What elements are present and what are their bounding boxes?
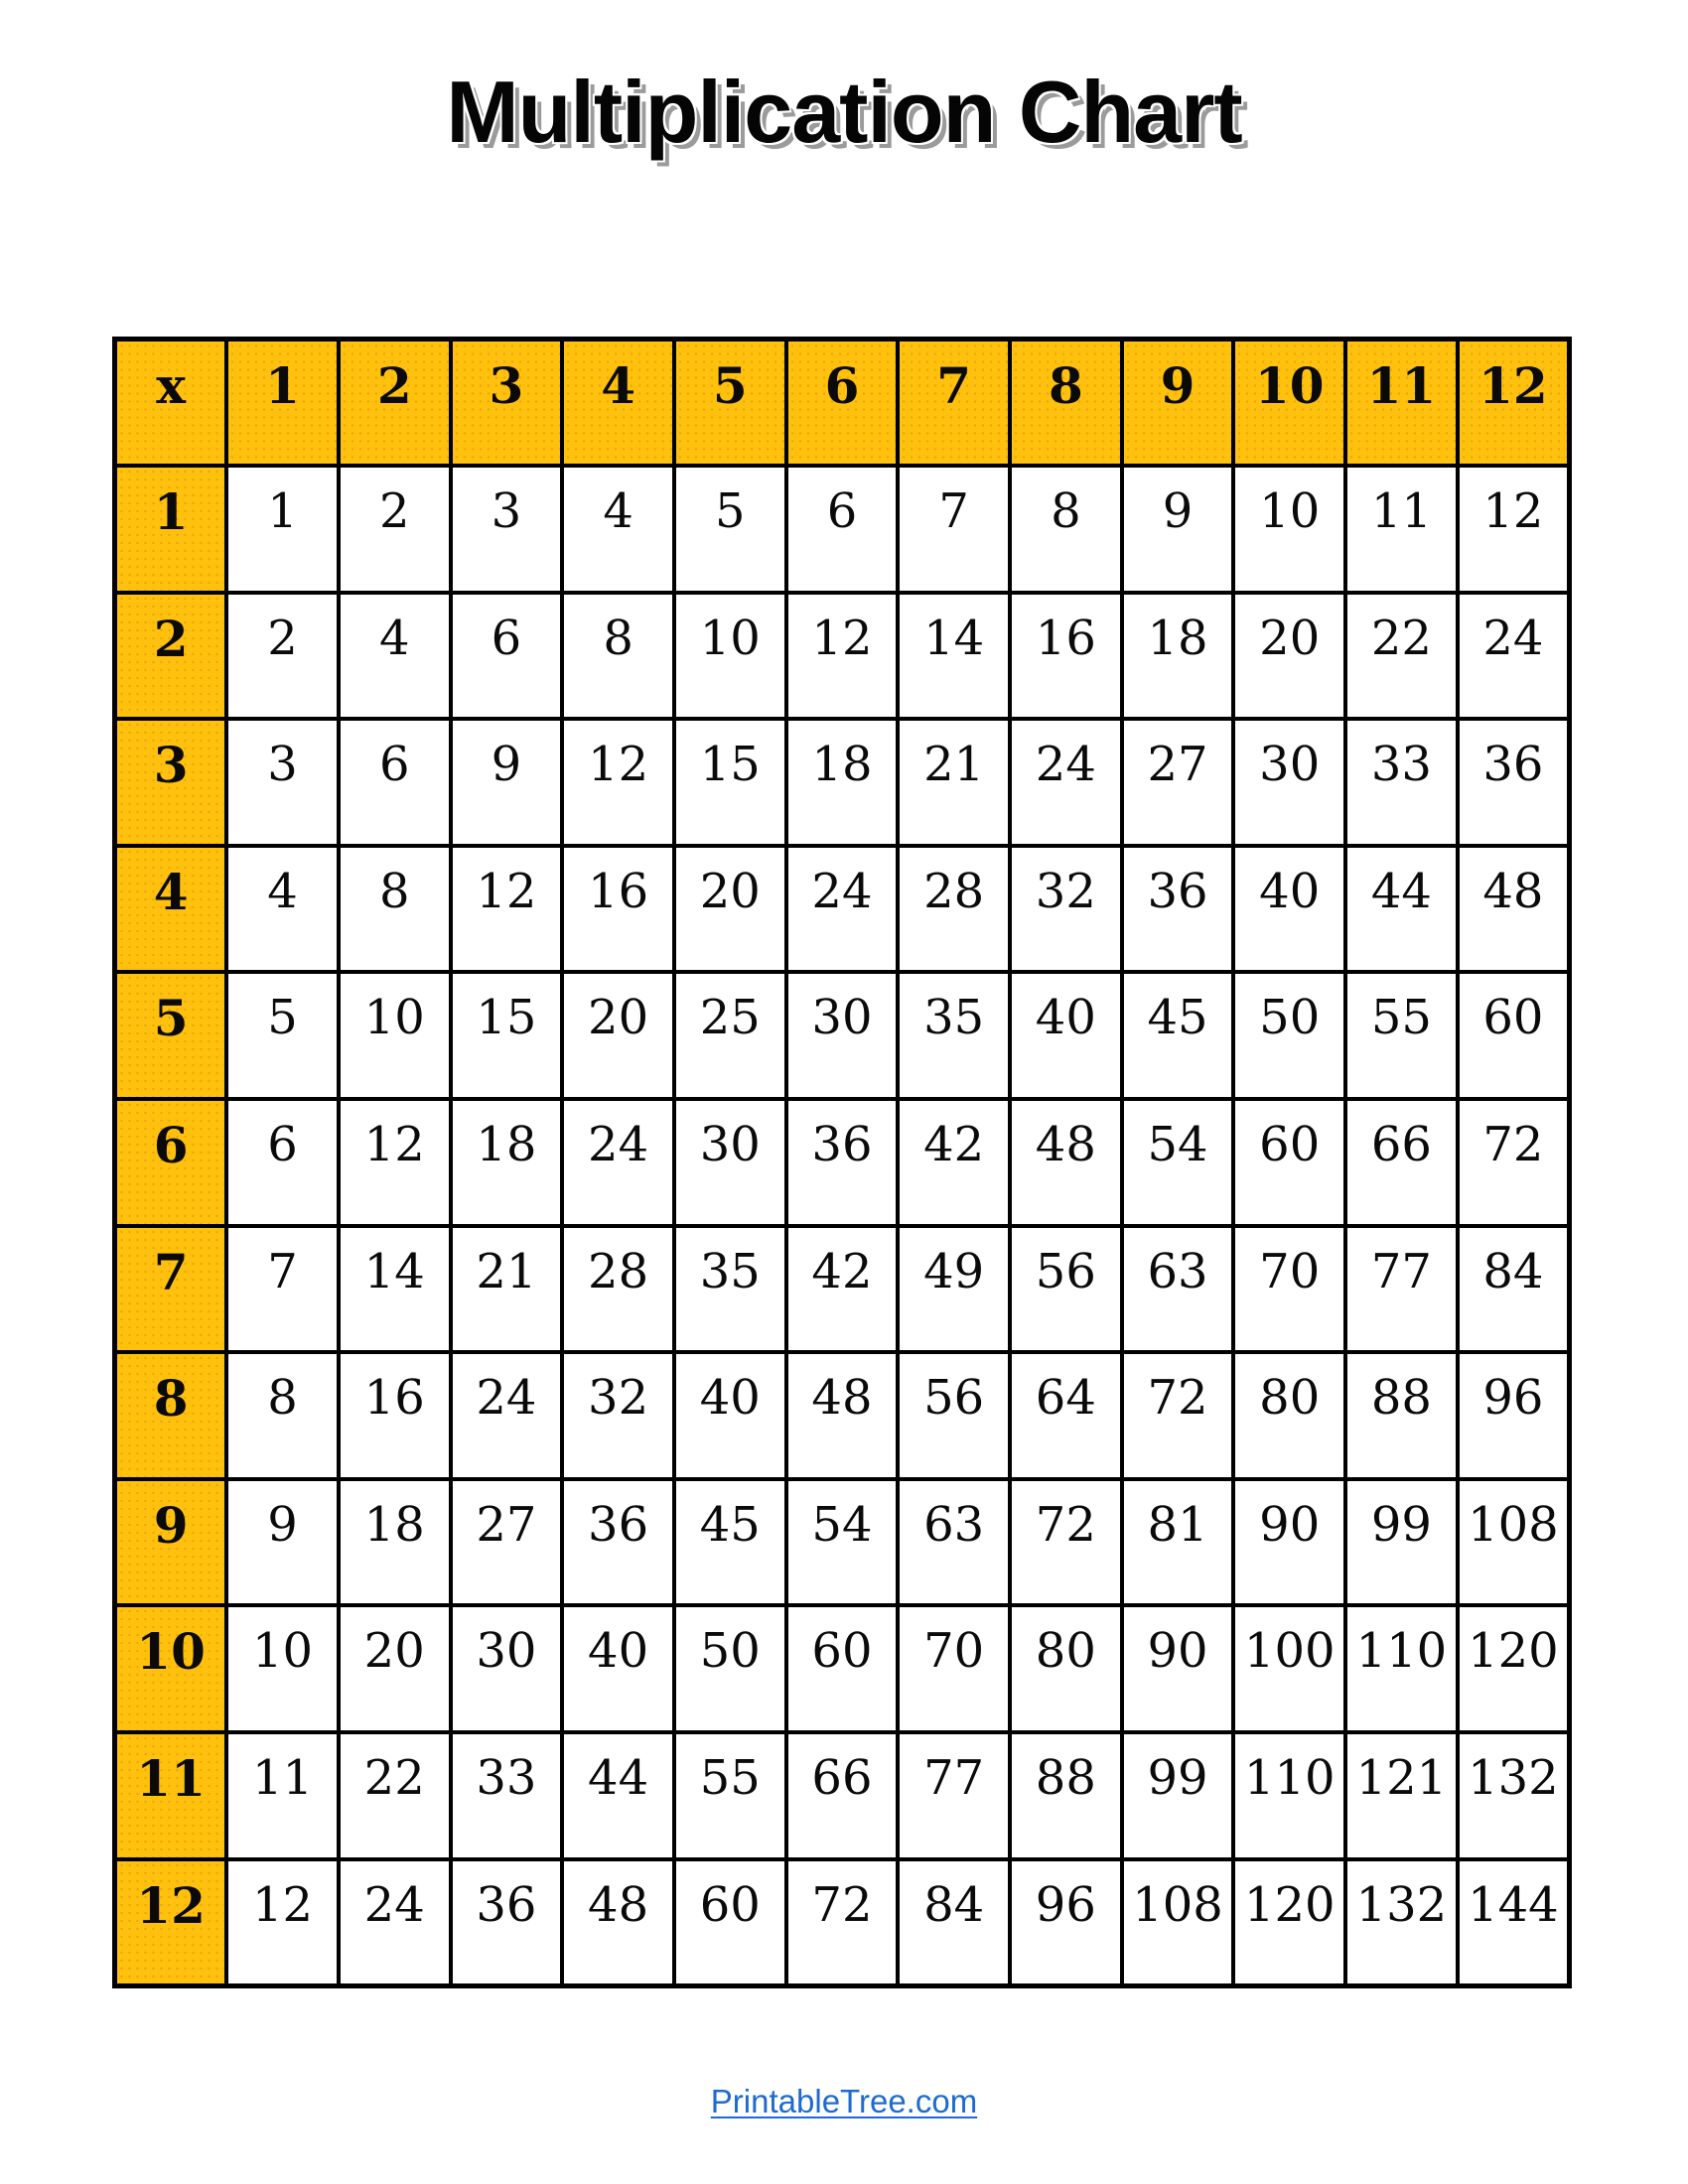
product-cell-3x1: 3	[226, 719, 339, 846]
product-cell-4x11: 44	[1345, 846, 1458, 973]
product-cell-5x3: 15	[451, 972, 563, 1099]
product-cell-12x2: 24	[339, 1859, 451, 1986]
row-label-cell-5: 5	[115, 972, 227, 1099]
product-cell-7x10: 70	[1233, 1226, 1345, 1353]
product-cell-5x1: 5	[226, 972, 339, 1099]
product-cell-11x2: 22	[339, 1732, 451, 1859]
row-label-cell-1: 1	[115, 466, 227, 593]
product-cell-4x5: 20	[674, 846, 786, 973]
product-cell-3x9: 27	[1122, 719, 1234, 846]
product-cell-2x10: 20	[1233, 593, 1345, 720]
product-cell-10x10: 100	[1233, 1605, 1345, 1732]
product-cell-11x3: 33	[451, 1732, 563, 1859]
product-cell-5x9: 45	[1122, 972, 1234, 1099]
product-cell-12x9: 108	[1122, 1859, 1234, 1986]
product-cell-7x5: 35	[674, 1226, 786, 1353]
header-cell-2: 2	[339, 340, 451, 467]
product-cell-8x1: 8	[226, 1352, 339, 1479]
product-cell-12x5: 60	[674, 1859, 786, 1986]
product-cell-10x7: 70	[898, 1605, 1010, 1732]
header-cell-7: 7	[898, 340, 1010, 467]
product-cell-6x12: 72	[1458, 1099, 1570, 1226]
product-cell-1x3: 3	[451, 466, 563, 593]
product-cell-8x3: 24	[451, 1352, 563, 1479]
product-cell-7x11: 77	[1345, 1226, 1458, 1353]
product-cell-2x8: 16	[1010, 593, 1122, 720]
product-cell-9x1: 9	[226, 1479, 339, 1606]
product-cell-10x5: 50	[674, 1605, 786, 1732]
row-label-cell-11: 11	[115, 1732, 227, 1859]
product-cell-6x8: 48	[1010, 1099, 1122, 1226]
product-cell-11x12: 132	[1458, 1732, 1570, 1859]
product-cell-11x9: 99	[1122, 1732, 1234, 1859]
product-cell-2x12: 24	[1458, 593, 1570, 720]
product-cell-8x11: 88	[1345, 1352, 1458, 1479]
header-cell-10: 10	[1233, 340, 1345, 467]
product-cell-2x11: 22	[1345, 593, 1458, 720]
product-cell-1x11: 11	[1345, 466, 1458, 593]
product-cell-6x5: 30	[674, 1099, 786, 1226]
product-cell-10x3: 30	[451, 1605, 563, 1732]
product-cell-8x4: 32	[562, 1352, 674, 1479]
header-cell-9: 9	[1122, 340, 1234, 467]
product-cell-2x5: 10	[674, 593, 786, 720]
header-cell-6: 6	[786, 340, 899, 467]
product-cell-9x2: 18	[339, 1479, 451, 1606]
product-cell-6x3: 18	[451, 1099, 563, 1226]
product-cell-5x11: 55	[1345, 972, 1458, 1099]
product-cell-5x6: 30	[786, 972, 899, 1099]
row-label-cell-7: 7	[115, 1226, 227, 1353]
product-cell-2x9: 18	[1122, 593, 1234, 720]
table-row-1	[115, 466, 1570, 593]
product-cell-3x12: 36	[1458, 719, 1570, 846]
product-cell-1x5: 5	[674, 466, 786, 593]
table-row-3	[115, 719, 1570, 846]
product-cell-12x1: 12	[226, 1859, 339, 1986]
row-label-cell-6: 6	[115, 1099, 227, 1226]
product-cell-8x2: 16	[339, 1352, 451, 1479]
product-cell-8x10: 80	[1233, 1352, 1345, 1479]
product-cell-11x4: 44	[562, 1732, 674, 1859]
product-cell-1x2: 2	[339, 466, 451, 593]
product-cell-11x1: 11	[226, 1732, 339, 1859]
product-cell-2x1: 2	[226, 593, 339, 720]
product-cell-10x12: 120	[1458, 1605, 1570, 1732]
product-cell-1x7: 7	[898, 466, 1010, 593]
table-row-8	[115, 1352, 1570, 1479]
product-cell-1x6: 6	[786, 466, 899, 593]
product-cell-8x6: 48	[786, 1352, 899, 1479]
product-cell-9x10: 90	[1233, 1479, 1345, 1606]
product-cell-11x6: 66	[786, 1732, 899, 1859]
row-label-cell-3: 3	[115, 719, 227, 846]
product-cell-9x12: 108	[1458, 1479, 1570, 1606]
product-cell-4x7: 28	[898, 846, 1010, 973]
product-cell-11x10: 110	[1233, 1732, 1345, 1859]
footer	[0, 2083, 1688, 2120]
footer-link[interactable]: PrintableTree.com	[710, 2083, 978, 2119]
product-cell-8x9: 72	[1122, 1352, 1234, 1479]
product-cell-8x5: 40	[674, 1352, 786, 1479]
table-row-4	[115, 846, 1570, 973]
product-cell-6x9: 54	[1122, 1099, 1234, 1226]
table-row-10	[115, 1605, 1570, 1732]
product-cell-12x11: 132	[1345, 1859, 1458, 1986]
product-cell-1x8: 8	[1010, 466, 1122, 593]
product-cell-10x9: 90	[1122, 1605, 1234, 1732]
product-cell-1x1: 1	[226, 466, 339, 593]
product-cell-2x3: 6	[451, 593, 563, 720]
product-cell-5x7: 35	[898, 972, 1010, 1099]
product-cell-3x4: 12	[562, 719, 674, 846]
product-cell-3x7: 21	[898, 719, 1010, 846]
product-cell-12x6: 72	[786, 1859, 899, 1986]
product-cell-12x4: 48	[562, 1859, 674, 1986]
product-cell-7x2: 14	[339, 1226, 451, 1353]
product-cell-8x8: 64	[1010, 1352, 1122, 1479]
product-cell-10x8: 80	[1010, 1605, 1122, 1732]
product-cell-12x3: 36	[451, 1859, 563, 1986]
header-cell-3: 3	[451, 340, 563, 467]
product-cell-10x6: 60	[786, 1605, 899, 1732]
product-cell-6x11: 66	[1345, 1099, 1458, 1226]
product-cell-12x10: 120	[1233, 1859, 1345, 1986]
product-cell-2x2: 4	[339, 593, 451, 720]
product-cell-5x10: 50	[1233, 972, 1345, 1099]
product-cell-7x1: 7	[226, 1226, 339, 1353]
table-row-7	[115, 1226, 1570, 1353]
product-cell-12x12: 144	[1458, 1859, 1570, 1986]
product-cell-7x9: 63	[1122, 1226, 1234, 1353]
product-cell-9x6: 54	[786, 1479, 899, 1606]
product-cell-4x10: 40	[1233, 846, 1345, 973]
row-label-cell-9: 9	[115, 1479, 227, 1606]
product-cell-3x10: 30	[1233, 719, 1345, 846]
product-cell-8x7: 56	[898, 1352, 1010, 1479]
product-cell-5x5: 25	[674, 972, 786, 1099]
product-cell-9x9: 81	[1122, 1479, 1234, 1606]
product-cell-3x8: 24	[1010, 719, 1122, 846]
row-label-cell-12: 12	[115, 1859, 227, 1986]
product-cell-7x4: 28	[562, 1226, 674, 1353]
product-cell-6x4: 24	[562, 1099, 674, 1226]
product-cell-5x8: 40	[1010, 972, 1122, 1099]
product-cell-10x2: 20	[339, 1605, 451, 1732]
product-cell-4x4: 16	[562, 846, 674, 973]
product-cell-9x8: 72	[1010, 1479, 1122, 1606]
row-label-cell-10: 10	[115, 1605, 227, 1732]
product-cell-6x7: 42	[898, 1099, 1010, 1226]
header-row	[115, 340, 1570, 467]
header-cell-5: 5	[674, 340, 786, 467]
product-cell-1x9: 9	[1122, 466, 1234, 593]
table-row-6	[115, 1099, 1570, 1226]
table-row-2	[115, 593, 1570, 720]
product-cell-4x1: 4	[226, 846, 339, 973]
product-cell-4x9: 36	[1122, 846, 1234, 973]
product-cell-9x11: 99	[1345, 1479, 1458, 1606]
row-label-cell-2: 2	[115, 593, 227, 720]
product-cell-2x6: 12	[786, 593, 899, 720]
product-cell-10x11: 110	[1345, 1605, 1458, 1732]
header-cell-11: 11	[1345, 340, 1458, 467]
product-cell-7x8: 56	[1010, 1226, 1122, 1353]
product-cell-2x7: 14	[898, 593, 1010, 720]
product-cell-9x3: 27	[451, 1479, 563, 1606]
row-label-cell-4: 4	[115, 846, 227, 973]
product-cell-3x3: 9	[451, 719, 563, 846]
product-cell-3x11: 33	[1345, 719, 1458, 846]
product-cell-10x1: 10	[226, 1605, 339, 1732]
table-row-12	[115, 1859, 1570, 1986]
product-cell-6x2: 12	[339, 1099, 451, 1226]
product-cell-3x2: 6	[339, 719, 451, 846]
product-cell-5x4: 20	[562, 972, 674, 1099]
header-cell-8: 8	[1010, 340, 1122, 467]
product-cell-4x2: 8	[339, 846, 451, 973]
product-cell-7x6: 42	[786, 1226, 899, 1353]
page-title: Multiplication Chart	[446, 63, 1242, 161]
product-cell-3x6: 18	[786, 719, 899, 846]
table-row-11	[115, 1732, 1570, 1859]
product-cell-1x10: 10	[1233, 466, 1345, 593]
product-cell-11x5: 55	[674, 1732, 786, 1859]
product-cell-5x2: 10	[339, 972, 451, 1099]
product-cell-3x5: 15	[674, 719, 786, 846]
product-cell-7x12: 84	[1458, 1226, 1570, 1353]
product-cell-5x12: 60	[1458, 972, 1570, 1099]
product-cell-11x7: 77	[898, 1732, 1010, 1859]
product-cell-4x8: 32	[1010, 846, 1122, 973]
product-cell-9x4: 36	[562, 1479, 674, 1606]
product-cell-12x8: 96	[1010, 1859, 1122, 1986]
product-cell-8x12: 96	[1458, 1352, 1570, 1479]
header-cell-1: 1	[226, 340, 339, 467]
corner-cell: x	[115, 340, 227, 467]
multiplication-table	[112, 337, 1572, 1988]
product-cell-12x7: 84	[898, 1859, 1010, 1986]
product-cell-6x1: 6	[226, 1099, 339, 1226]
header-cell-12: 12	[1458, 340, 1570, 467]
product-cell-11x11: 121	[1345, 1732, 1458, 1859]
product-cell-4x6: 24	[786, 846, 899, 973]
row-label-cell-8: 8	[115, 1352, 227, 1479]
product-cell-7x7: 49	[898, 1226, 1010, 1353]
product-cell-7x3: 21	[451, 1226, 563, 1353]
product-cell-1x4: 4	[562, 466, 674, 593]
table-row-5	[115, 972, 1570, 1099]
product-cell-9x7: 63	[898, 1479, 1010, 1606]
product-cell-6x10: 60	[1233, 1099, 1345, 1226]
product-cell-4x12: 48	[1458, 846, 1570, 973]
product-cell-6x6: 36	[786, 1099, 899, 1226]
product-cell-4x3: 12	[451, 846, 563, 973]
product-cell-11x8: 88	[1010, 1732, 1122, 1859]
product-cell-9x5: 45	[674, 1479, 786, 1606]
product-cell-10x4: 40	[562, 1605, 674, 1732]
table-row-9	[115, 1479, 1570, 1606]
product-cell-2x4: 8	[562, 593, 674, 720]
header-cell-4: 4	[562, 340, 674, 467]
product-cell-1x12: 12	[1458, 466, 1570, 593]
